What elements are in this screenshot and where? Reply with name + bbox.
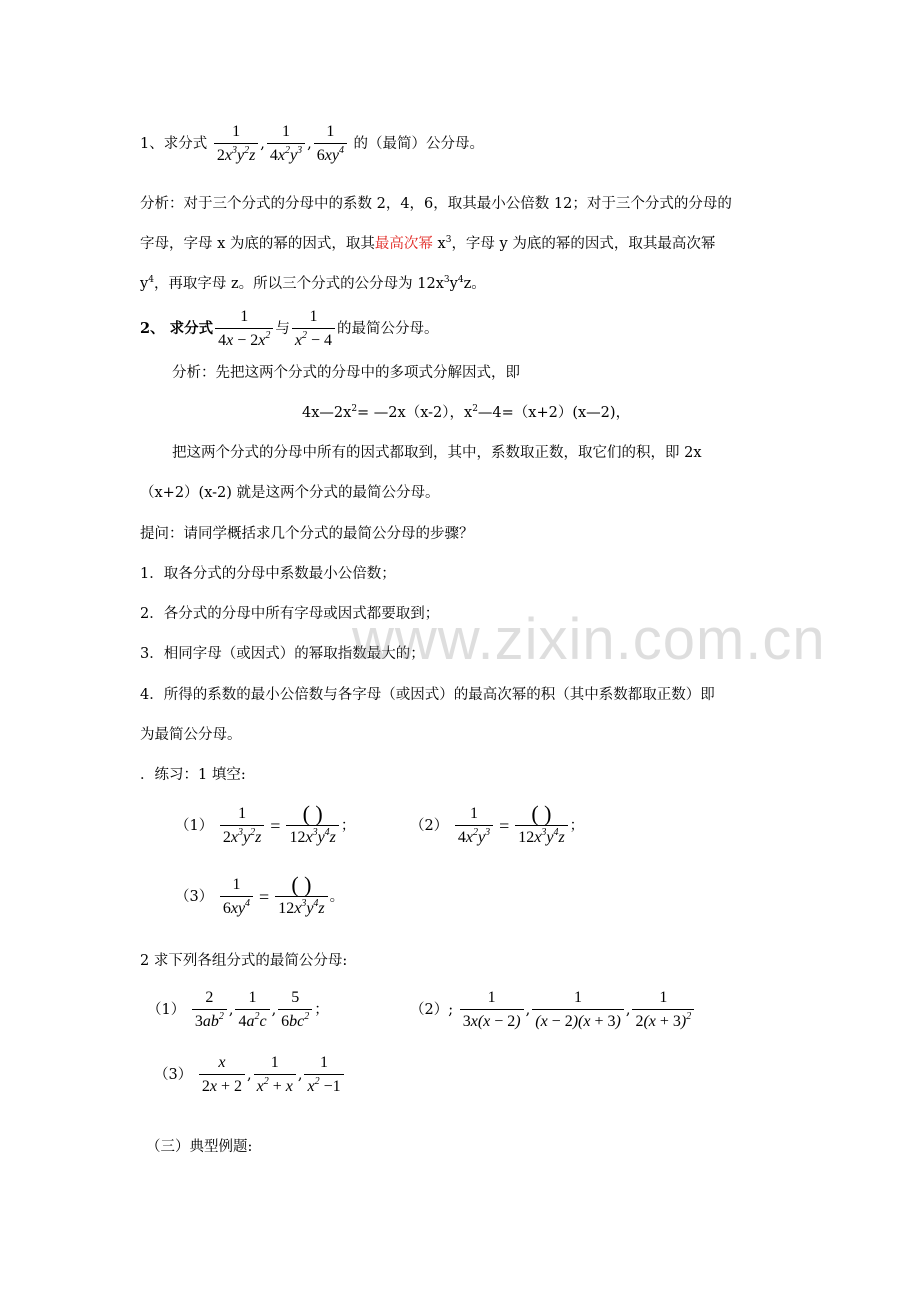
step-item: 1．取各分式的分母中系数最小公倍数；: [140, 566, 396, 582]
q2-suffix: 的最简公分母。: [337, 321, 439, 337]
q2-conclusion: 把这两个分式的分母中所有的因式都取到，其中，系数取正数，取它们的积，即 2x: [172, 445, 702, 461]
question-1: 1、求分式 $\frac{1}{2x^3y^2z}$ , $\frac{1}{4x^2y^3}$ , $\frac{1}{6xy^4}$ 的（最简）公分母。: [140, 123, 485, 164]
practice-title: ．练习：1 填空:: [140, 767, 246, 783]
q2-middle: 与: [275, 321, 290, 337]
step-item: 为最简公分母。: [140, 727, 242, 743]
watermark: www.zixin.com.cn: [352, 607, 826, 672]
fraction: $\frac{1}{6xy^4}$: [314, 122, 347, 166]
practice-item: （2） $\frac{1}{4x^2y^3}$ = $\frac{( )}{12x^3y^4z}$ ；: [410, 801, 585, 846]
step-item: 3．相同字母（或因式）的幂取指数最大的；: [140, 646, 425, 662]
practice-item: （1） $\frac{1}{2x^3y^2z}$ = $\frac{( )}{12x^3y^4z}$ ；: [175, 801, 356, 846]
fraction: $\frac{1}{4x - 2x^2}$: [215, 307, 273, 351]
practice-item: （2）; $\frac{1}{3x(x - 2)}$ , $\frac{1}{(x - 2)(x + 3)}$ , $\frac{1}{2(x + 3)^2}$: [410, 988, 696, 1032]
q2-prefix: 2、 求分式: [140, 320, 214, 337]
practice-item: （3） $\frac{x}{2x + 2}$ , $\frac{1}{x^2 + x}$ , $\frac{1}{x^2 -1}$: [154, 1053, 346, 1097]
factor-equation: $4x—2x^2=$ —2x（x-2），$x^2—4=(x+2)(x—2)$，: [302, 404, 631, 421]
question-2: [140, 307, 439, 351]
practice-item: （3） $\frac{1}{6xy^4}$ = $\frac{( )}{12x^3y^4z}$ 。: [175, 872, 345, 917]
typical-examples-heading: （三）典型例题:: [146, 1139, 253, 1155]
fraction: $\frac{1}{4x^2y^3}$: [267, 122, 305, 166]
q1-suffix: 的（最简）公分母。: [353, 136, 485, 152]
highlight-text: 最高次幂: [374, 236, 433, 252]
step-item: 2．各分式的分母中所有字母或因式都要取到；: [140, 606, 440, 622]
q2-conclusion: （x+2）(x-2) 就是这两个分式的最简公分母。: [140, 485, 440, 501]
steps-question: 提问：请同学概括求几个分式的最简公分母的步骤？: [140, 526, 474, 542]
fraction: $\frac{1}{x^2 - 4}$: [292, 307, 335, 351]
analysis-line: 字母，字母 x 为底的幂的因式，取其最高次幂 $x^3$，字母 y 为底的幂的因式，取其最高次幂: [140, 235, 716, 252]
analysis-line: 分析：对于三个分式的分母中的系数 2，4，6，取其最小公倍数 12；对于三个分式的分母的: [140, 196, 732, 212]
practice-section-2: 2 求下列各组分式的最简公分母:: [140, 953, 348, 969]
step-item: 4．所得的系数的最小公倍数与各字母（或因式）的最高次幂的积（其中系数都取正数）即: [140, 687, 715, 703]
analysis-line: $y^4$，再取字母 z。所以三个分式的公分母为 $12x^3y^4z$。: [140, 275, 486, 292]
fraction: $\frac{1}{2x^3y^2z}$: [214, 122, 258, 166]
q2-analysis: 分析：先把这两个分式的分母中的多项式分解因式，即: [172, 365, 520, 381]
q1-prefix: 1、求分式: [140, 136, 208, 152]
practice-item: （1） $\frac{2}{3ab^2}$ , $\frac{1}{4a^2c}$ , $\frac{5}{6bc^2}$ ；: [147, 989, 329, 1030]
